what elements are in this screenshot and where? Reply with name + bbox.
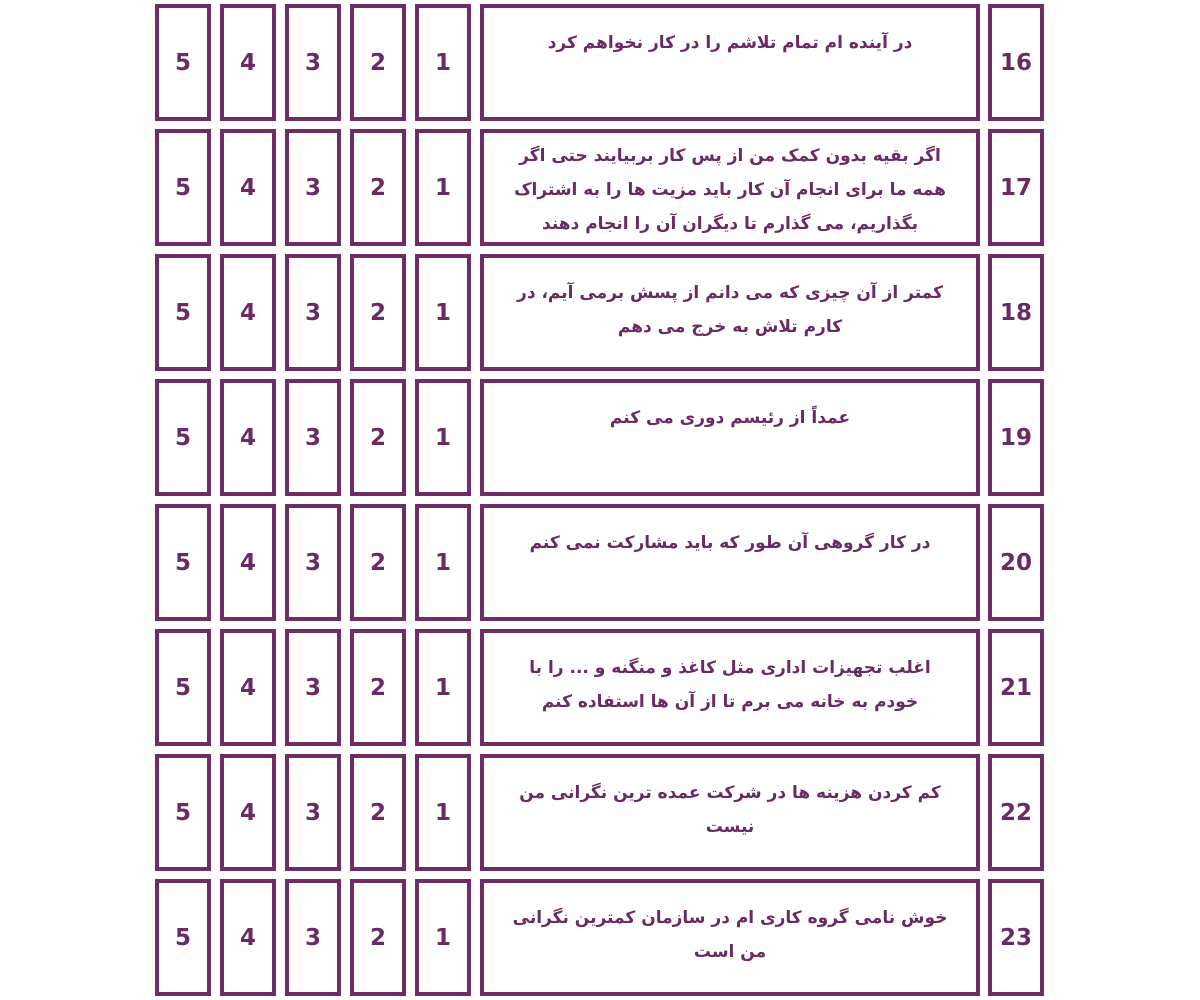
item-statement: اگر بقیه بدون کمک من از پس کار بربیایند حتی اگر همه ما برای انجام آن کار باید مزیت ها را به اشتراک بگذاریم، می گذارم تا دیگران آن را انجام دهند: [480, 129, 980, 246]
item-statement: کمتر از آن چیزی که می دانم از پسش برمی آیم، در کارم تلاش به خرج می دهم: [480, 254, 980, 371]
rating-option-2[interactable]: 2: [350, 879, 406, 996]
rating-option-1[interactable]: 1: [415, 4, 471, 121]
rating-option-3[interactable]: 3: [285, 4, 341, 121]
table-row: [0, 879, 1200, 996]
rating-option-4[interactable]: 4: [220, 754, 276, 871]
rating-option-3[interactable]: 3: [285, 504, 341, 621]
table-row: [0, 754, 1200, 871]
item-number: 19: [988, 379, 1044, 496]
rating-option-4[interactable]: 4: [220, 629, 276, 746]
rating-option-4[interactable]: 4: [220, 129, 276, 246]
table-row: [0, 504, 1200, 621]
item-statement: در کار گروهی آن طور که باید مشارکت نمی کنم: [480, 504, 980, 621]
item-number: 21: [988, 629, 1044, 746]
rating-option-3[interactable]: 3: [285, 879, 341, 996]
rating-option-5[interactable]: 5: [155, 129, 211, 246]
rating-option-2[interactable]: 2: [350, 754, 406, 871]
rating-option-5[interactable]: 5: [155, 504, 211, 621]
rating-option-2[interactable]: 2: [350, 629, 406, 746]
item-statement: در آینده ام تمام تلاشم را در کار نخواهم کرد: [480, 4, 980, 121]
rating-option-5[interactable]: 5: [155, 4, 211, 121]
table-row: [0, 129, 1200, 246]
rating-option-1[interactable]: 1: [415, 129, 471, 246]
rating-option-4[interactable]: 4: [220, 4, 276, 121]
table-row: [0, 254, 1200, 371]
rating-option-4[interactable]: 4: [220, 879, 276, 996]
rating-option-3[interactable]: 3: [285, 254, 341, 371]
rating-option-1[interactable]: 1: [415, 254, 471, 371]
table-row: [0, 379, 1200, 496]
rating-option-3[interactable]: 3: [285, 379, 341, 496]
rating-option-5[interactable]: 5: [155, 754, 211, 871]
item-statement: اغلب تجهیزات اداری مثل کاغذ و منگنه و ... را با خودم به خانه می برم تا از آن ها استفاده کنم: [480, 629, 980, 746]
rating-option-2[interactable]: 2: [350, 504, 406, 621]
rating-option-1[interactable]: 1: [415, 504, 471, 621]
item-statement: خوش نامی گروه کاری ام در سازمان کمترین نگرانی من است: [480, 879, 980, 996]
rating-option-4[interactable]: 4: [220, 379, 276, 496]
table-row: [0, 629, 1200, 746]
rating-option-1[interactable]: 1: [415, 879, 471, 996]
item-number: 22: [988, 754, 1044, 871]
rating-option-5[interactable]: 5: [155, 879, 211, 996]
table-row: [0, 4, 1200, 121]
item-number: 23: [988, 879, 1044, 996]
item-statement: عمداً از رئیسم دوری می کنم: [480, 379, 980, 496]
rating-option-2[interactable]: 2: [350, 129, 406, 246]
rating-option-5[interactable]: 5: [155, 254, 211, 371]
rating-option-1[interactable]: 1: [415, 629, 471, 746]
rating-option-2[interactable]: 2: [350, 254, 406, 371]
item-number: 20: [988, 504, 1044, 621]
rating-option-4[interactable]: 4: [220, 254, 276, 371]
rating-option-2[interactable]: 2: [350, 379, 406, 496]
item-number: 18: [988, 254, 1044, 371]
item-number: 16: [988, 4, 1044, 121]
item-statement: کم کردن هزینه ها در شرکت عمده ترین نگرانی من نیست: [480, 754, 980, 871]
rating-option-3[interactable]: 3: [285, 129, 341, 246]
rating-option-3[interactable]: 3: [285, 754, 341, 871]
item-number: 17: [988, 129, 1044, 246]
rating-option-2[interactable]: 2: [350, 4, 406, 121]
rating-option-1[interactable]: 1: [415, 379, 471, 496]
rating-option-5[interactable]: 5: [155, 629, 211, 746]
rating-option-5[interactable]: 5: [155, 379, 211, 496]
rating-option-3[interactable]: 3: [285, 629, 341, 746]
rating-option-4[interactable]: 4: [220, 504, 276, 621]
rating-option-1[interactable]: 1: [415, 754, 471, 871]
